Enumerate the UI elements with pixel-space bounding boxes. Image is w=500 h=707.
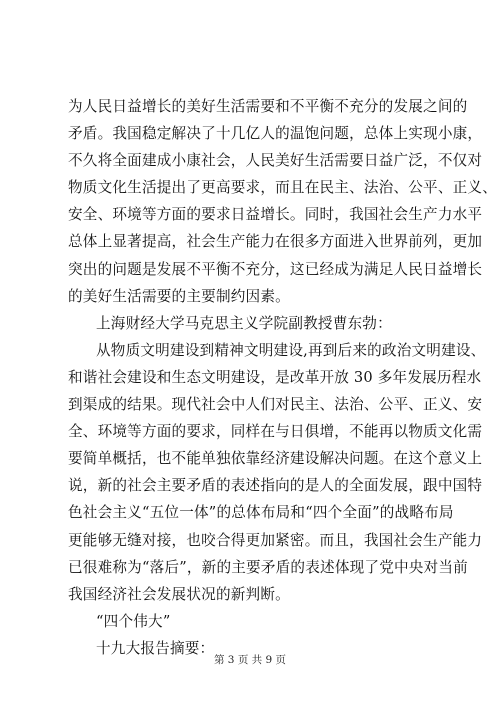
speaker-attribution: 上海财经大学马克思主义学院副教授曹东勃： bbox=[96, 314, 392, 332]
paragraph-2-line: 色社会主义“五位一体”的总体布局和“四个全面”的战略布局 bbox=[68, 504, 454, 522]
document-body bbox=[68, 93, 498, 662]
section-heading: “四个伟大” bbox=[96, 612, 171, 630]
paragraph-2-line: 和谐社会建设和生态文明建设，是改革开放 30 多年发展历程水 bbox=[68, 368, 482, 386]
paragraph-1-line: 物质文化生活提出了更高要求，而且在民主、法治、公平、正义、 bbox=[68, 179, 498, 197]
paragraph-1-line: 总体上显著提高，社会生产能力在很多方面进入世界前列，更加 bbox=[68, 233, 483, 251]
paragraph-2-line: 全、环境等方面的要求，同样在与日俱增，不能再以物质文化需 bbox=[68, 423, 483, 441]
paragraph-1-line: 为人民日益增长的美好生活需要和不平衡不充分的发展之间的 bbox=[68, 98, 468, 115]
paragraph-1-line: 突出的问题是发展不平衡不充分，这已经成为满足人民日益增长 bbox=[68, 260, 483, 278]
page-number-footer: 第 3 页 共 9 页 bbox=[213, 654, 287, 666]
paragraph-2-line: 到渠成的结果。现代社会中人们对民主、法治、公平、正义、安 bbox=[68, 396, 483, 414]
section-heading: 十九大报告摘要： bbox=[96, 639, 215, 657]
paragraph-2-line: 已很难称为“落后”，新的主要矛盾的表述体现了党中央对当前 bbox=[68, 558, 468, 576]
paragraph-2-line: 要简单概括，也不能单独依靠经济建设解决问题。在这个意义上 bbox=[68, 450, 483, 468]
paragraph-1-line: 的美好生活需要的主要制约因素。 bbox=[68, 287, 290, 305]
paragraph-2-line: 我国经济社会发展状况的新判断。 bbox=[68, 585, 290, 603]
paragraph-1-line: 安全、环境等方面的要求日益增长。同时，我国社会生产力水平 bbox=[68, 206, 483, 224]
paragraph-1-line: 不久将全面建成小康社会，人民美好生活需要日益广泛，不仅对 bbox=[68, 152, 483, 170]
paragraph-2-line: 更能够无缝对接，也咬合得更加紧密。而且，我国社会生产能力 bbox=[68, 531, 483, 549]
paragraph-2-line: 说，新的社会主要矛盾的表述指向的是人的全面发展，跟中国特 bbox=[68, 477, 483, 495]
paragraph-1-line: 矛盾。我国稳定解决了十几亿人的温饱问题，总体上实现小康， bbox=[68, 125, 483, 143]
paragraph-2-line: 从物质文明建设到精神文明建设,再到后来的政治文明建设、 bbox=[96, 341, 486, 359]
